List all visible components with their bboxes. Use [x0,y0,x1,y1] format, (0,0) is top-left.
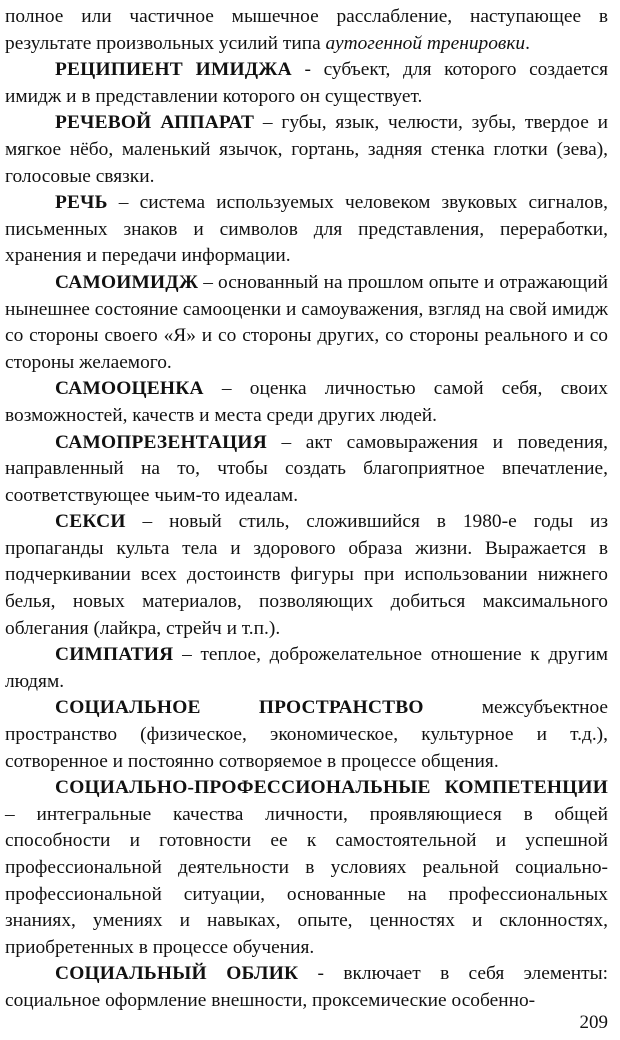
entry-definition: – теплое, доброжелательное отношение к другим людям. [5,644,608,692]
book-page [5,4,608,1015]
definition-text: полное или частичное мышечное расслабление, наступающее в результате произвольных усилий типа [5,6,608,54]
entry-term: СОЦИАЛЬНЫЙ ОБЛИК [55,963,299,985]
glossary-entry [5,642,608,695]
glossary-entry [5,57,608,110]
entry-term: СИМПАТИЯ [55,644,174,666]
entry-definition: - включает в себя элементы: социальное оформление внешности, проксемические особенно- [5,963,608,1011]
entry-definition: - субъект, для которого создается имидж и в представлении которого он существует. [5,59,609,107]
entry-term: СОЦИАЛЬНОЕ ПРОСТРАНСТВО [55,697,424,719]
entry-definition: – акт самовыражения и поведения, направленный на то, чтобы создать благоприятное впечатление, соответствующее чьим-то идеалам. [5,431,608,506]
entry-definition: – система используемых человеком звуковых сигналов, письменных знаков и символов для представления, переработки, хранения и передачи информации. [5,192,608,267]
glossary-entry [5,376,608,429]
entry-term: САМОИМИДЖ [55,271,199,293]
entry-term: САМООЦЕНКА [55,378,204,400]
glossary-entry [5,270,608,376]
entry-definition: – интегральные качества личности, проявляющиеся в общей способности и готовности ее к самостоятельной и успешной профессиональной деятельности в условиях реальной социально-профессиональной ситуации, основанные на профессиональных знаниях, умениях и навыках, опыте, ценностях и склонностях, приобретенных в процессе обучения. [5,803,608,958]
glossary-entry [5,961,608,1014]
glossary-entry [5,430,608,510]
glossary-entry [5,190,608,270]
definition-tail: . [525,32,530,54]
entry-definition: межсубъектное пространство (физическое, экономическое, культурное и т.д.), сотворенное и постоянно сотворяемое в процессе общения. [5,697,608,772]
entry-definition: – оценка личностью самой себя, своих возможностей, качеств и места среди других людей. [5,378,608,426]
entry-term: СЕКСИ [55,511,126,533]
glossary-entry [5,509,608,642]
entry-continuation [5,4,608,57]
glossary-entry [5,775,608,961]
entry-term: САМОПРЕЗЕНТАЦИЯ [55,431,267,453]
entry-term: РЕЧЕВОЙ АППАРАТ [55,112,255,134]
entry-term: СОЦИАЛЬНО-ПРОФЕССИОНАЛЬНЫЕ КОМПЕТЕНЦИИ [55,777,608,799]
page-number: 209 [579,1012,608,1033]
glossary-entry [5,110,608,190]
glossary-entry [5,695,608,775]
entry-definition: – губы, язык, челюсти, зубы, твердое и мягкое нёбо, маленький язычок, гортань, задняя стенка глотки (зева), голосовые связки. [5,112,608,187]
entry-term: РЕЦИПИЕНТ ИМИДЖА [55,59,292,81]
entry-definition: – основанный на прошлом опыте и отражающий нынешнее состояние самооценки и самоуважения, взгляд на свой имидж со стороны своего «Я» и со стороны других, со стороны реального и со стороны желаемого. [5,271,608,373]
entry-definition: – новый стиль, сложившийся в 1980-е годы из пропаганды культа тела и здорового образа жизни. Выражается в подчеркивании всех достоинств фигуры при использовании нижнего белья, новых материалов, позволяющих добиться максимального облегания (лайкра, стрейч и т.п.). [5,511,608,639]
entry-term: РЕЧЬ [55,192,108,214]
italic-term: аутогенной тренировки [325,32,526,54]
